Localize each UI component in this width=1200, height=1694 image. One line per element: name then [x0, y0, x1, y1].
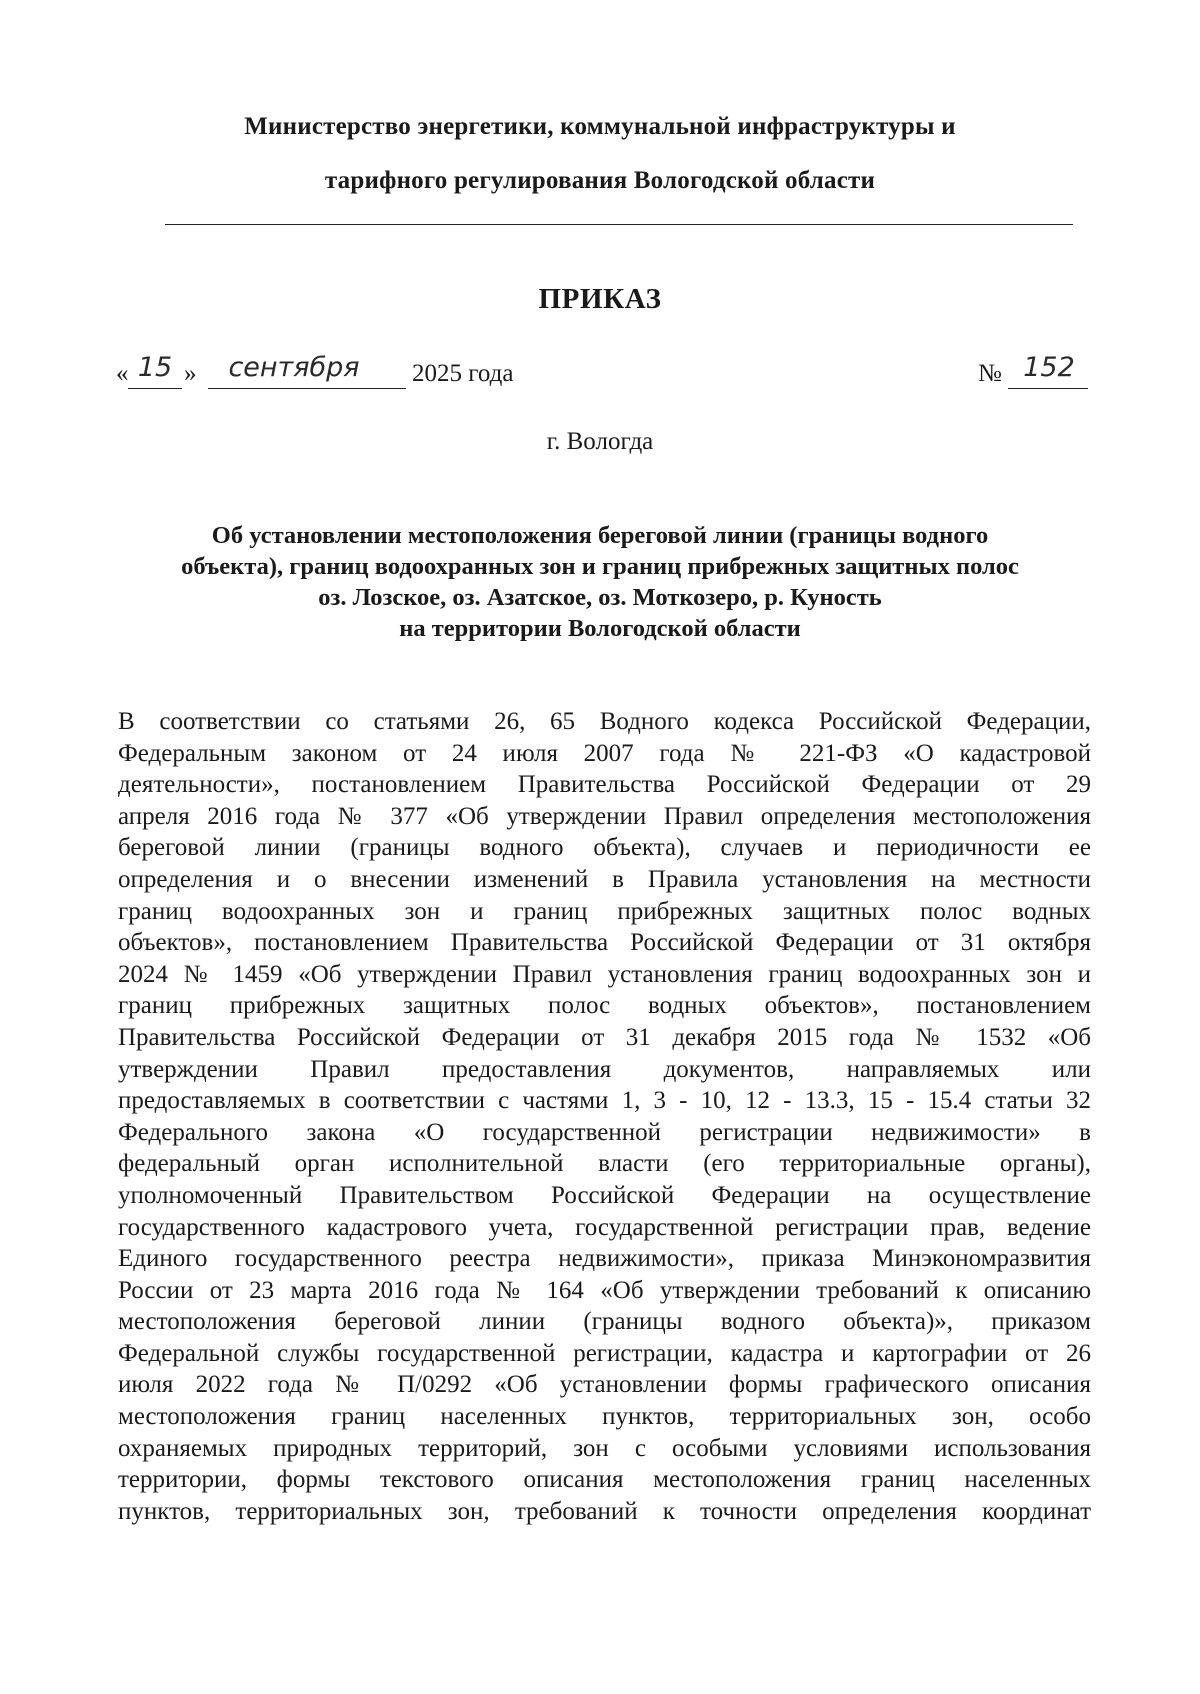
date-open-quote: « — [116, 360, 129, 387]
body-line: пунктов, территориальных зон, требований к точности определения координат — [118, 1497, 1091, 1525]
body-line: территории, формы текстового описания местоположения границ населенных — [118, 1466, 1091, 1494]
body-line: утверждении Правил предоставления документов, направляемых или — [118, 1055, 1091, 1083]
subject-line: на территории Вологодской области — [399, 615, 801, 642]
subject-line: Об установлении местоположения береговой линии (границы водного — [211, 522, 989, 549]
body-line: июля 2022 года № П/0292 «Об установлении формы графического описания — [118, 1371, 1091, 1399]
body-line: охраняемых природных территорий, зон с особыми условиями использования — [118, 1434, 1091, 1462]
subject-heading — [120, 520, 1080, 644]
body-line: береговой линии (границы водного объекта), случаев и периодичности ее — [118, 834, 1091, 862]
body-line: границ водоохранных зон и границ прибрежных защитных полос водных — [118, 897, 1091, 925]
body-line: уполномоченный Правительством Российской Федерации на осуществление — [118, 1181, 1091, 1209]
body-line: апреля 2016 года № 377 «Об утверждении Правил определения местоположения — [118, 802, 1091, 830]
date-month-handwritten: сентября — [228, 352, 360, 383]
ministry-line-2: тарифного регулирования Вологодской области — [324, 167, 876, 194]
body-line: деятельности», постановлением Правительства Российской Федерации от 29 — [118, 771, 1091, 799]
document-number-handwritten: 152 — [1023, 352, 1075, 383]
body-line: определения и о внесении изменений в Правила установления на местности — [118, 865, 1091, 893]
body-line: границ прибрежных защитных полос водных объектов», постановлением — [118, 992, 1091, 1020]
city: г. Вологда — [546, 428, 654, 455]
ministry-line-1: Министерство энергетики, коммунальной инфраструктуры и — [244, 113, 956, 140]
body-line: федеральный орган исполнительной власти (его территориальные органы), — [118, 1150, 1091, 1178]
body-line: объектов», постановлением Правительства Российской Федерации от 31 октября — [118, 929, 1091, 957]
body-line: Правительства Российской Федерации от 31 декабря 2015 года № 1532 «Об — [118, 1023, 1091, 1051]
body-line: России от 23 марта 2016 года № 164 «Об утверждении требований к описанию — [118, 1276, 1091, 1304]
body-line: предоставляемых в соответствии с частями 1, 3 - 10, 12 - 13.3, 15 - 15.4 статьи 32 — [118, 1087, 1091, 1115]
body-line: Федерального закона «О государственной регистрации недвижимости» в — [118, 1118, 1091, 1146]
document-type-title: ПРИКАЗ — [538, 283, 662, 315]
body-line: местоположения береговой линии (границы водного объекта)», приказом — [118, 1308, 1091, 1336]
day-underline — [128, 388, 182, 389]
body-line: 2024 № 1459 «Об утверждении Правил установления границ водоохранных зон и — [118, 960, 1091, 988]
body-line: В соответствии со статьями 26, 65 Водного кодекса Российской Федерации, — [118, 708, 1091, 735]
body-line: Федеральной службы государственной регистрации, кадастра и картографии от 26 — [118, 1339, 1091, 1367]
number-label: № — [978, 360, 1002, 387]
date-day-handwritten: 15 — [137, 352, 173, 383]
date-year: 2025 года — [412, 360, 514, 387]
header-divider — [165, 224, 1073, 225]
number-underline — [1008, 388, 1088, 389]
body-line: Федеральным законом от 24 июля 2007 года № 221-ФЗ «О кадастровой — [118, 739, 1091, 767]
date-number-row — [0, 352, 1200, 402]
body-line: местоположения границ населенных пунктов, территориальных зон, особо — [118, 1403, 1091, 1431]
subject-line: объекта), границ водоохранных зон и границ прибрежных защитных полос — [181, 553, 1019, 580]
body-line: государственного кадастрового учета, государственной регистрации прав, ведение — [118, 1213, 1091, 1241]
ministry-header — [150, 100, 1050, 208]
body-text — [118, 706, 1091, 1527]
month-underline — [208, 388, 406, 389]
subject-line: оз. Лозское, оз. Азатское, оз. Моткозеро, р. Куность — [318, 584, 882, 611]
date-close-quote: » — [184, 360, 197, 387]
body-line: Единого государственного реестра недвижимости», приказа Минэкономразвития — [118, 1245, 1091, 1273]
